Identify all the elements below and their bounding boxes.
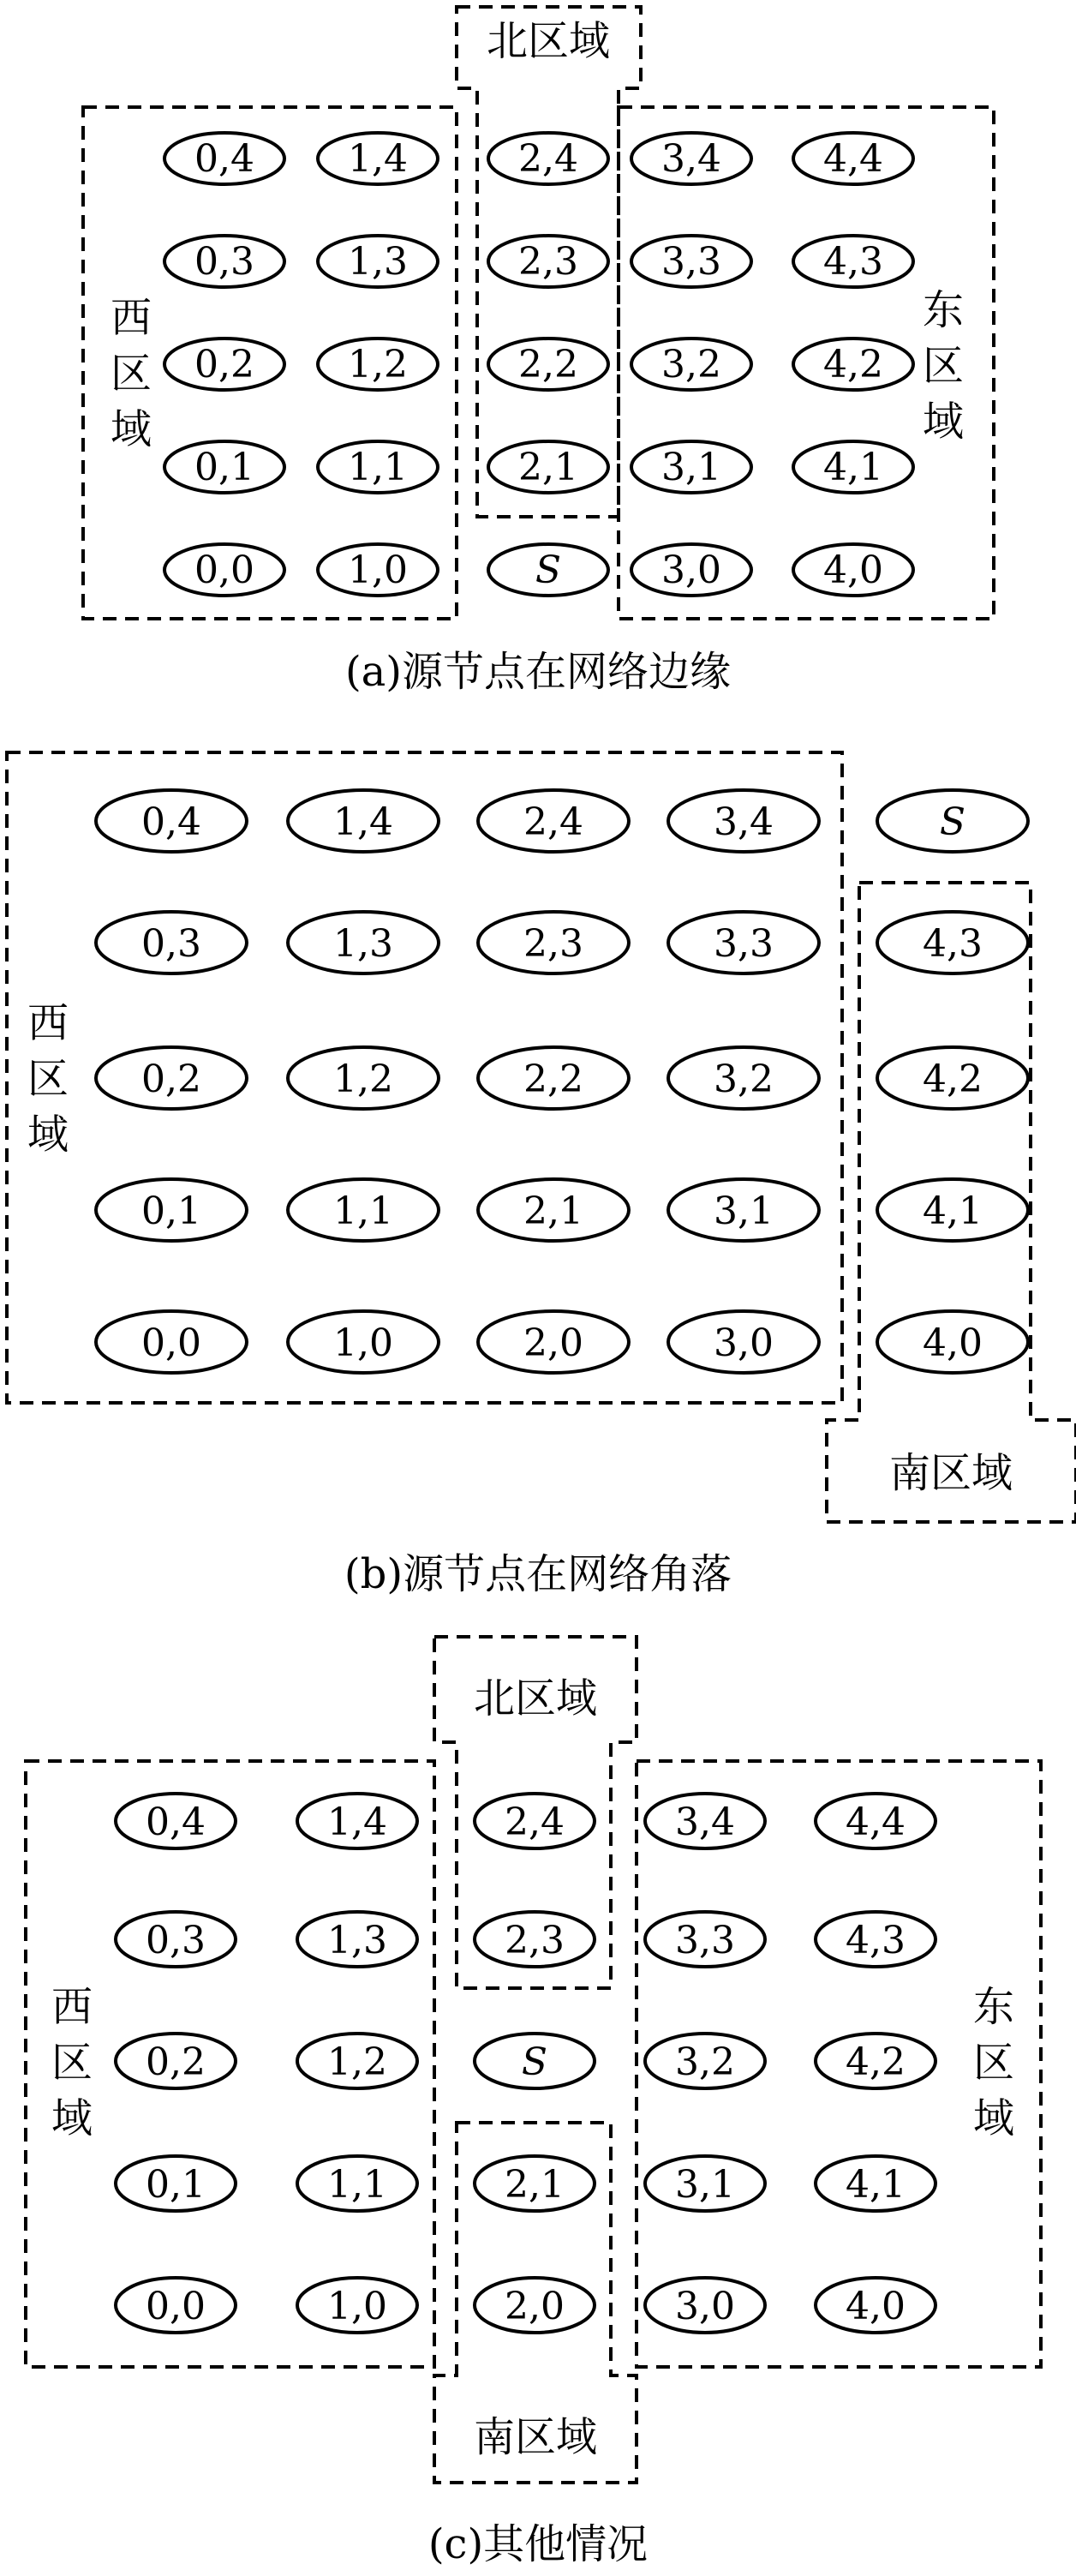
node (645, 1794, 765, 1848)
node-label: 1,3 (333, 922, 393, 966)
panel-b-west-label (27, 999, 69, 1159)
node (475, 2278, 595, 2333)
node-label: 2,1 (505, 2163, 565, 2207)
panel-c-west-char-1: 西 (51, 1983, 93, 2031)
node (488, 133, 608, 184)
node-label: 0,1 (146, 2163, 206, 2207)
node (96, 790, 247, 852)
node (645, 2156, 765, 2211)
node-label: 4,4 (823, 137, 883, 181)
node-label: 3,4 (661, 137, 721, 181)
node (816, 1912, 936, 1967)
source-node (475, 2034, 595, 2088)
node-label: 3,2 (675, 2040, 735, 2084)
node (164, 544, 284, 596)
node-label: 0,3 (141, 922, 201, 966)
node (793, 338, 913, 390)
node (318, 338, 438, 390)
panel-c-south-label: 南区域 (473, 2413, 598, 2461)
node (318, 441, 438, 493)
node-label: 3,0 (714, 1321, 774, 1365)
node (631, 544, 751, 596)
node (475, 1912, 595, 1967)
node (475, 1794, 595, 1848)
node-label: 4,3 (923, 922, 983, 966)
node-label: 4,1 (846, 2163, 906, 2207)
panel-a (83, 7, 994, 696)
node-label: 1,0 (333, 1321, 393, 1365)
node-label: 3,2 (714, 1057, 774, 1101)
node (478, 912, 629, 973)
node (116, 1912, 236, 1967)
panel-c-caption: (c)其他情况 (427, 2520, 649, 2568)
panel-c-east-char-1: 东 (972, 1983, 1015, 2031)
node (96, 1047, 247, 1109)
node-label: 0,4 (194, 137, 254, 181)
node-label: 1,2 (333, 1057, 393, 1101)
node-label: 4,0 (823, 548, 883, 592)
panel-a-east-label (923, 286, 964, 446)
node-label: 0,1 (141, 1189, 201, 1233)
node-label: 2,4 (523, 800, 583, 844)
panel-c-east-char-3: 域 (972, 2094, 1015, 2142)
panel-c-east-char-2: 区 (972, 2039, 1015, 2087)
node (645, 1912, 765, 1967)
node-label: 0,0 (141, 1321, 201, 1365)
node-label: 4,3 (823, 240, 883, 284)
node (877, 1179, 1028, 1241)
source-node (488, 544, 608, 596)
panel-c-north-label: 北区域 (473, 1674, 598, 1722)
node-label: 2,3 (505, 1919, 565, 1962)
panel-a-north-label: 北区域 (486, 17, 611, 65)
panel-b (7, 752, 1076, 1598)
panel-a-east-char-2: 区 (922, 342, 965, 390)
node-label: 0,0 (146, 2285, 206, 2328)
node-label: 2,2 (518, 343, 578, 386)
node (288, 912, 439, 973)
node-label: 4,0 (923, 1321, 983, 1365)
node-label: 2,3 (523, 922, 583, 966)
node (478, 1311, 629, 1373)
node (488, 338, 608, 390)
node-label: 1,1 (327, 2163, 387, 2207)
node-label: 3,1 (675, 2163, 735, 2207)
panel-c-west-char-3: 域 (51, 2094, 93, 2142)
node (297, 2278, 417, 2333)
node (645, 2034, 765, 2088)
node-label: 1,4 (348, 137, 408, 181)
panel-a-east-char-3: 域 (922, 398, 965, 446)
node (488, 441, 608, 493)
node (164, 133, 284, 184)
node (318, 544, 438, 596)
node-label: 1,4 (333, 800, 393, 844)
node (631, 338, 751, 390)
node-label: 4,3 (846, 1919, 906, 1962)
node (877, 1047, 1028, 1109)
node-label: 0,2 (141, 1057, 201, 1101)
node-label: 1,2 (327, 2040, 387, 2084)
panel-b-west-char-1: 西 (27, 999, 69, 1047)
source-node-label: S (535, 548, 562, 592)
node-label: 4,2 (846, 2040, 906, 2084)
node (475, 2156, 595, 2211)
node-label: 4,1 (823, 446, 883, 489)
node (318, 236, 438, 287)
node-label: 3,4 (714, 800, 774, 844)
node-label: 4,1 (923, 1189, 983, 1233)
node-label: 3,2 (661, 343, 721, 386)
node-label: 2,4 (518, 137, 578, 181)
node-label: 2,4 (505, 1800, 565, 1844)
panel-c (26, 1637, 1041, 2568)
node (816, 2156, 936, 2211)
node (116, 2278, 236, 2333)
panel-b-south-label: 南区域 (888, 1449, 1013, 1497)
node (297, 2156, 417, 2211)
node-label: 4,2 (923, 1057, 983, 1101)
node (96, 1179, 247, 1241)
node (164, 236, 284, 287)
node (816, 2278, 936, 2333)
node (288, 1047, 439, 1109)
node (164, 338, 284, 390)
panel-c-west-label (51, 1983, 93, 2142)
node (631, 236, 751, 287)
node (631, 133, 751, 184)
source-node (877, 790, 1028, 852)
node-label: 4,0 (846, 2285, 906, 2328)
node-label: 3,3 (661, 240, 721, 284)
node-label: 3,1 (661, 446, 721, 489)
node (116, 2156, 236, 2211)
node-label: 0,0 (194, 548, 254, 592)
node-label: 4,4 (846, 1800, 906, 1844)
node-label: 2,3 (518, 240, 578, 284)
node (288, 1311, 439, 1373)
node (816, 1794, 936, 1848)
panel-b-west-char-2: 区 (27, 1055, 69, 1103)
panel-a-caption: (a)源节点在网络边缘 (344, 648, 732, 696)
node (668, 790, 819, 852)
node-label: 1,1 (348, 446, 408, 489)
node (478, 790, 629, 852)
node (793, 544, 913, 596)
node (288, 790, 439, 852)
node-label: 0,2 (194, 343, 254, 386)
node (297, 1912, 417, 1967)
node-label: 3,3 (675, 1919, 735, 1962)
source-node-label: S (521, 2040, 548, 2084)
node (116, 2034, 236, 2088)
panel-a-west-char-2: 区 (110, 350, 152, 398)
node-label: 3,1 (714, 1189, 774, 1233)
node (668, 912, 819, 973)
node (816, 2034, 936, 2088)
node-label: 1,3 (327, 1919, 387, 1962)
panel-c-east-label (973, 1983, 1014, 2142)
node (478, 1179, 629, 1241)
node (668, 1179, 819, 1241)
panel-b-caption: (b)源节点在网络角落 (344, 1550, 732, 1598)
node-label: 2,1 (518, 446, 578, 489)
node (288, 1179, 439, 1241)
node-label: 1,1 (333, 1189, 393, 1233)
node (164, 441, 284, 493)
node-label: 4,2 (823, 343, 883, 386)
node (631, 441, 751, 493)
node (297, 2034, 417, 2088)
node (96, 1311, 247, 1373)
node-label: 3,4 (675, 1800, 735, 1844)
panel-a-west-label (111, 294, 152, 453)
node-label: 3,0 (675, 2285, 735, 2328)
node-label: 3,0 (661, 548, 721, 592)
node-label: 1,0 (327, 2285, 387, 2328)
node-label: 2,1 (523, 1189, 583, 1233)
node (318, 133, 438, 184)
panel-a-east-char-1: 东 (922, 286, 965, 334)
node-label: 1,4 (327, 1800, 387, 1844)
node (877, 912, 1028, 973)
node (116, 1794, 236, 1848)
node (793, 441, 913, 493)
node-label: 0,3 (194, 240, 254, 284)
panel-a-west-char-3: 域 (110, 405, 152, 453)
source-node-label: S (939, 800, 966, 844)
node (297, 1794, 417, 1848)
node (668, 1311, 819, 1373)
node (668, 1047, 819, 1109)
node-label: 2,2 (523, 1057, 583, 1101)
panel-b-west-char-3: 域 (27, 1111, 69, 1159)
node (877, 1311, 1028, 1373)
panel-c-west-char-2: 区 (51, 2039, 93, 2087)
node-label: 1,3 (348, 240, 408, 284)
node-label: 1,2 (348, 343, 408, 386)
node-label: 0,2 (146, 2040, 206, 2084)
node-label: 0,3 (146, 1919, 206, 1962)
node (793, 236, 913, 287)
node-label: 2,0 (505, 2285, 565, 2328)
node (478, 1047, 629, 1109)
node (645, 2278, 765, 2333)
node-label: 3,3 (714, 922, 774, 966)
panel-a-west-char-1: 西 (110, 294, 152, 342)
node-label: 2,0 (523, 1321, 583, 1365)
node (488, 236, 608, 287)
node-label: 0,1 (194, 446, 254, 489)
node-label: 0,4 (146, 1800, 206, 1844)
node (793, 133, 913, 184)
node (96, 912, 247, 973)
node-label: 0,4 (141, 800, 201, 844)
node-label: 1,0 (348, 548, 408, 592)
